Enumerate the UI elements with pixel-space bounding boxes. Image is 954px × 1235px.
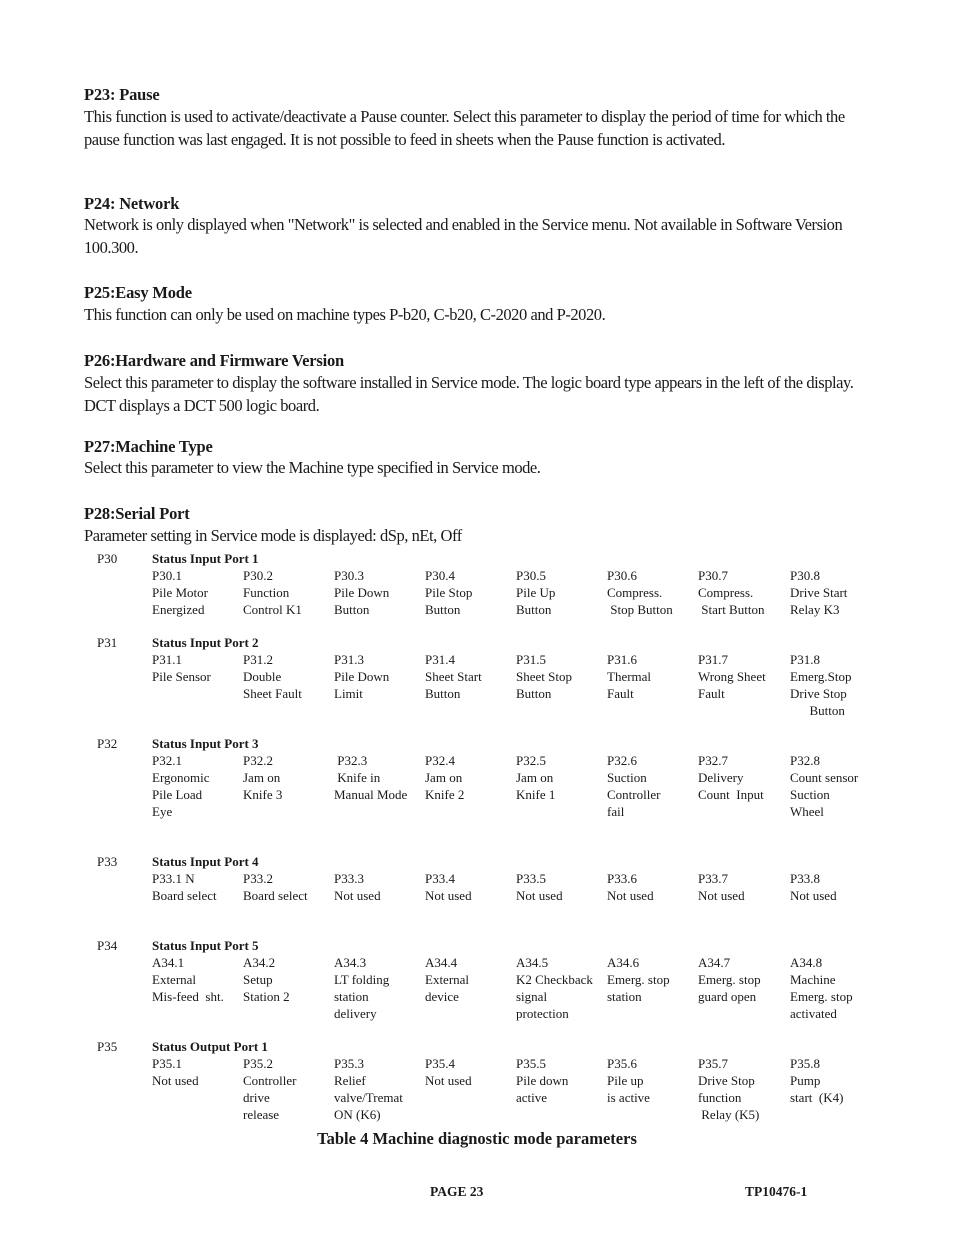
port-cell: P35.2 Controller drive release xyxy=(243,1056,297,1122)
port-title: Status Input Port 4 xyxy=(152,854,259,869)
port-cell: A34.5 K2 Checkback signal protection xyxy=(516,955,593,1021)
port-id: P31 xyxy=(97,635,118,650)
port-cell: P33.2 Board select xyxy=(243,871,308,903)
port-block-p31 xyxy=(0,634,954,744)
port-cell: P30.7 Compress. Start Button xyxy=(698,568,765,617)
port-id: P34 xyxy=(97,938,118,953)
port-cell: P35.4 Not used xyxy=(425,1056,472,1088)
section-p25-title: P25:Easy Mode xyxy=(84,283,192,302)
port-cell: A34.2 Setup Station 2 xyxy=(243,955,290,1004)
section-p27-title: P27:Machine Type xyxy=(84,437,213,456)
port-cell: P31.2 Double Sheet Fault xyxy=(243,652,302,701)
port-cell: P35.3 Relief valve/Tremat ON (K6) xyxy=(334,1056,403,1122)
section-p26-title: P26:Hardware and Firmware Version xyxy=(84,351,344,370)
port-cell: P32.3 Knife in Manual Mode xyxy=(334,753,408,802)
port-block-p34 xyxy=(0,937,954,1047)
port-cell: P35.7 Drive Stop function Relay (K5) xyxy=(698,1056,760,1122)
port-cell: P35.1 Not used xyxy=(152,1056,199,1088)
port-cell: P32.2 Jam on Knife 3 xyxy=(243,753,283,802)
port-cell: P33.3 Not used xyxy=(334,871,381,903)
port-id: P33 xyxy=(97,854,118,869)
port-cell: P32.5 Jam on Knife 1 xyxy=(516,753,556,802)
port-cell: P33.7 Not used xyxy=(698,871,745,903)
port-cell: P31.8 Emerg.Stop Drive Stop Button xyxy=(790,652,852,718)
port-cell: A34.3 LT folding station delivery xyxy=(334,955,390,1021)
port-title: Status Input Port 2 xyxy=(152,635,259,650)
port-cell: P30.1 Pile Motor Energized xyxy=(152,568,208,617)
page-number: PAGE 23 xyxy=(430,1184,484,1199)
table-caption: Table 4 Machine diagnostic mode parameters xyxy=(317,1129,637,1148)
port-title: Status Input Port 5 xyxy=(152,938,259,953)
port-cell: P31.6 Thermal Fault xyxy=(607,652,652,701)
port-cell: P30.3 Pile Down Button xyxy=(334,568,390,617)
port-cell: A34.1 External Mis-feed sht. xyxy=(152,955,224,1004)
port-cell: P31.5 Sheet Stop Button xyxy=(516,652,572,701)
port-title: Status Input Port 3 xyxy=(152,736,259,751)
document-id: TP10476-1 xyxy=(745,1184,808,1199)
port-cell: P31.7 Wrong Sheet Fault xyxy=(698,652,766,701)
port-cell: P30.2 Function Control K1 xyxy=(243,568,302,617)
port-cell: A34.8 Machine Emerg. stop activated xyxy=(790,955,853,1021)
port-title: Status Output Port 1 xyxy=(152,1039,268,1054)
port-cell: A34.6 Emerg. stop station xyxy=(607,955,670,1004)
section-p28-title: P28:Serial Port xyxy=(84,504,190,523)
port-cell: P35.5 Pile down active xyxy=(516,1056,569,1105)
port-cell: P32.8 Count sensor Suction Wheel xyxy=(790,753,859,819)
port-cell: A34.4 External device xyxy=(425,955,470,1004)
port-cell: P32.6 Suction Controller fail xyxy=(607,753,661,819)
port-cell: P32.7 Delivery Count Input xyxy=(698,753,764,802)
section-p27-body: Select this parameter to view the Machine type specified in Service mode. xyxy=(84,458,541,477)
port-cell: P30.8 Drive Start Relay K3 xyxy=(790,568,848,617)
section-p23-title: P23: Pause xyxy=(84,85,160,104)
section-p25-body: This function can only be used on machine types P-b20, C-b20, C-2020 and P-2020. xyxy=(84,305,606,324)
port-cell: P31.4 Sheet Start Button xyxy=(425,652,482,701)
section-p24-body: Network is only displayed when "Network" is selected and enabled in the Service menu. Not available in Software Version 100.300. xyxy=(84,215,843,257)
port-cell: P33.8 Not used xyxy=(790,871,837,903)
section-p28-body: Parameter setting in Service mode is displayed: dSp, nEt, Off xyxy=(84,526,462,545)
port-cell: P31.1 Pile Sensor xyxy=(152,652,211,684)
section-p26-body: Select this parameter to display the software installed in Service mode. The logic board type appears in the left of the display. DCT displays a DCT 500 logic board. xyxy=(84,373,854,415)
port-cell: P33.5 Not used xyxy=(516,871,563,903)
port-title: Status Input Port 1 xyxy=(152,551,259,566)
port-id: P32 xyxy=(97,736,118,751)
port-cell: P30.4 Pile Stop Button xyxy=(425,568,473,617)
port-cell: P33.6 Not used xyxy=(607,871,654,903)
port-cell: P33.4 Not used xyxy=(425,871,472,903)
section-p24-title: P24: Network xyxy=(84,194,180,213)
port-cell: P33.1 N Board select xyxy=(152,871,217,903)
port-cell: P35.8 Pump start (K4) xyxy=(790,1056,844,1105)
port-cell: P30.5 Pile Up Button xyxy=(516,568,556,617)
port-cell: P30.6 Compress. Stop Button xyxy=(607,568,673,617)
port-cell: P31.3 Pile Down Limit xyxy=(334,652,390,701)
section-p23-body: This function is used to activate/deactivate a Pause counter. Select this parameter to display the period of time for which the pause function was last engaged. It is not possible to feed in sheets when the Pause function is activated. xyxy=(84,107,845,149)
port-cell: P35.6 Pile up is active xyxy=(607,1056,650,1105)
port-block-p32 xyxy=(0,735,954,845)
port-cell: A34.7 Emerg. stop guard open xyxy=(698,955,761,1004)
port-cell: P32.4 Jam on Knife 2 xyxy=(425,753,465,802)
port-cell: P32.1 Ergonomic Pile Load Eye xyxy=(152,753,210,819)
port-id: P30 xyxy=(97,551,118,566)
port-id: P35 xyxy=(97,1039,118,1054)
